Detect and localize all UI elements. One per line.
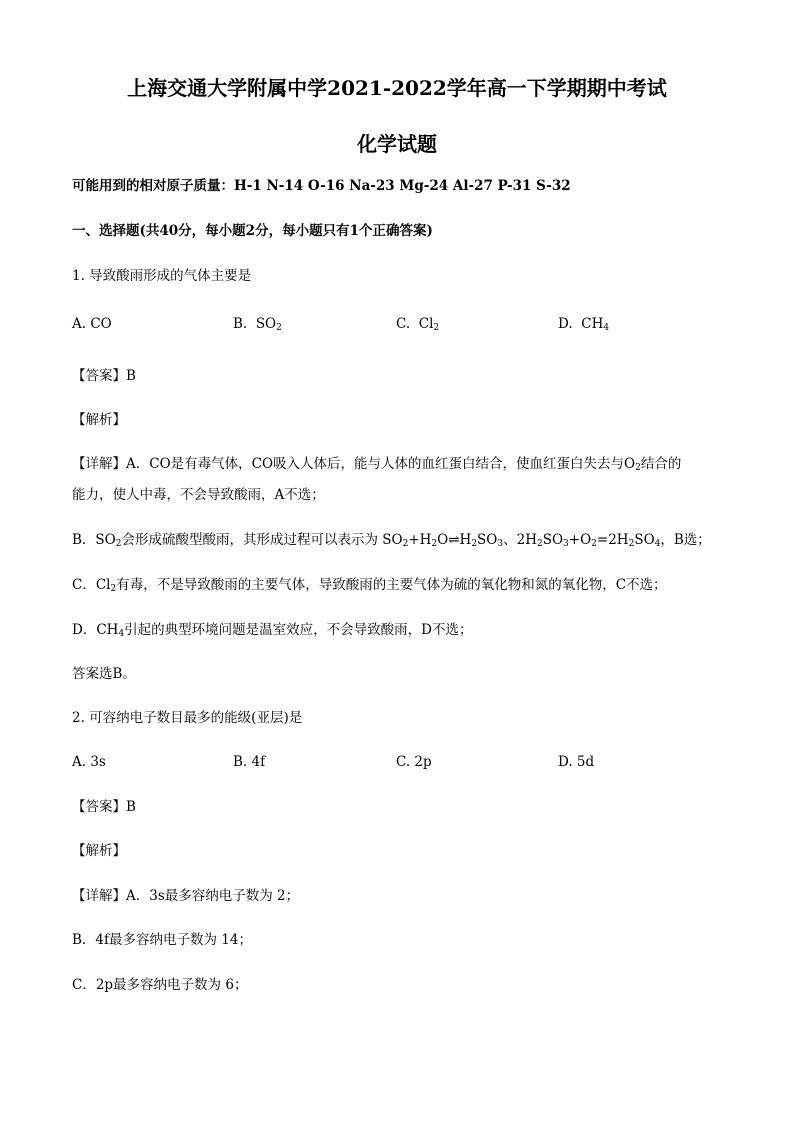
- q1-detail-b-sub: 2: [591, 539, 597, 549]
- q2-detail-b: B．4f最多容纳电子数为 14；: [72, 932, 252, 948]
- q1-detail-c-part: C．Cl: [72, 577, 111, 593]
- q1-detail-c: [72, 576, 667, 594]
- q1-detail-b-sub: 4: [654, 539, 661, 549]
- q2-detail-c: C．2p最多容纳电子数为 6；: [72, 977, 248, 993]
- q1-detail-b-sub: 2: [115, 539, 122, 549]
- q1-detail-b-sub: 2: [471, 539, 478, 549]
- q1-detail-b-part: +O: [568, 532, 592, 548]
- q1-detail-b-part: O⇌H: [437, 532, 472, 548]
- q1-option-c-sub: 2: [433, 323, 440, 333]
- q1-detail-b-sub: 2: [431, 539, 438, 549]
- q1-detail-b-sub: 3: [497, 539, 504, 549]
- q1-option-d-letter: D.: [558, 316, 573, 332]
- q2-option-c: C. 2p: [396, 754, 432, 770]
- q1-detail-b-sub: 2: [402, 539, 409, 549]
- q1-detail-b-sub: 2: [628, 539, 635, 549]
- q1-option-b-letter: B.: [233, 316, 248, 332]
- question-2-stem: 2. 可容纳电子数目最多的能级(亚层)是: [72, 710, 303, 726]
- q1-detail-d: [72, 621, 473, 639]
- q2-answer: 【答案】B: [72, 799, 136, 815]
- q1-detail-b-sub: 2: [536, 539, 543, 549]
- q1-detail-b-part: 、2H: [503, 532, 537, 548]
- page-subtitle: 化学试题: [357, 132, 437, 156]
- q1-detail-d-sub: 4: [118, 629, 125, 639]
- q1-option-c-formula: Cl: [418, 316, 434, 332]
- q1-answer: 【答案】B: [72, 368, 136, 384]
- q1-option-b-formula: SO: [255, 316, 277, 332]
- q1-detail-b-part: 会形成硫酸型酸雨，其形成过程可以表示为 SO: [121, 532, 403, 548]
- q1-detail-b-part: SO: [477, 532, 498, 548]
- q1-option-d: [558, 316, 609, 332]
- q1-detail-b-part: SO: [634, 532, 655, 548]
- q1-detail-a-end: 结合的: [640, 456, 682, 472]
- q1-detail-b-part: ，B选；: [660, 532, 711, 548]
- q1-option-c-letter: C.: [396, 316, 411, 332]
- q1-detail-c-sub: 2: [110, 584, 117, 594]
- q1-conclusion: 答案选B。: [72, 666, 136, 682]
- q1-detail-b-part: =2H: [596, 532, 629, 548]
- q1-detail-a-text: 【详解】A．CO是有毒气体，CO吸入人体后，能与人体的血红蛋白结合，使血红蛋白失去与O: [72, 456, 636, 472]
- q2-option-b: B. 4f: [233, 754, 266, 770]
- q1-option-a: A. CO: [72, 316, 112, 332]
- question-1-stem: 1. 导致酸雨形成的气体主要是: [72, 268, 252, 284]
- q2-option-a: A. 3s: [72, 754, 106, 770]
- q2-option-d: D. 5d: [558, 754, 595, 770]
- q2-analysis-label: 【解析】: [72, 843, 126, 859]
- q1-option-c: [396, 316, 439, 332]
- q1-detail-c-part: 有毒，不是导致酸雨的主要气体，导致酸雨的主要气体为硫的氧化物和氮的氧化物，C不选；: [116, 577, 667, 593]
- q1-detail-b: [72, 531, 711, 549]
- q1-option-b-sub: 2: [276, 323, 282, 333]
- q1-detail-a-sub: 2: [635, 463, 641, 473]
- q1-option-b: [233, 316, 282, 332]
- q1-analysis-label: 【解析】: [72, 412, 126, 428]
- q1-detail-b-part: B．SO: [72, 532, 116, 548]
- section-heading: 一、选择题(共40分，每小题2分，每小题只有1个正确答案): [72, 223, 433, 239]
- q1-detail-d-part: 引起的典型环境问题是温室效应，不会导致酸雨，D不选；: [124, 622, 473, 638]
- q1-detail-a-line1: [72, 455, 681, 473]
- q1-detail-b-part: +H: [408, 532, 432, 548]
- q1-option-d-formula: CH: [581, 316, 604, 332]
- q1-detail-b-sub: 3: [563, 539, 569, 549]
- atomic-masses: 可能用到的相对原子质量：H-1 N-14 O-16 Na-23 Mg-24 Al-27 P-31 S-32: [72, 178, 571, 194]
- q1-detail-d-part: D．CH: [72, 622, 119, 638]
- q1-option-d-sub: 4: [603, 323, 610, 333]
- q2-detail-a: 【详解】A．3s最多容纳电子数为 2；: [72, 888, 300, 904]
- q1-detail-b-part: SO: [542, 532, 564, 548]
- page-title: 上海交通大学附属中学2021-2022学年高一下学期期中考试: [127, 76, 667, 100]
- q1-detail-a-line2: 能力，使人中毒，不会导致酸雨，A不选；: [72, 487, 325, 503]
